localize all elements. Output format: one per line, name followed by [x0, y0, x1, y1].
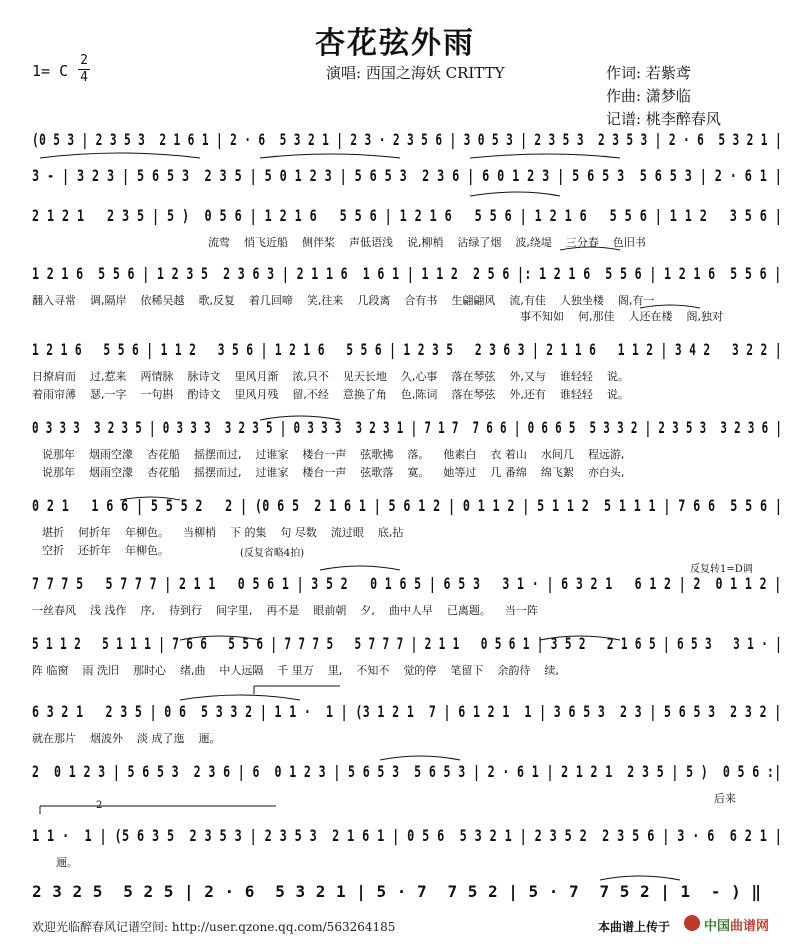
score-line-10: 6 3 2 1 2 3 5 | 0 6 5 3 3 2 | 1 1 · 1 | (3 1 2 1 7 | 6 1 2 1 1 | 3 6 5 3 2 3 | 5 6 5 3 2 3 2 |	[32, 702, 782, 721]
logo-main-text: 中国	[704, 919, 731, 934]
composer-credit: 作曲: 潇梦临	[606, 87, 691, 105]
logo-accent-text: 曲谱网	[730, 919, 770, 934]
score-line-13: 2 3 2 5 5 2 5 | 2 · 6 5 3 2 1 | 5 · 7 7 5 2 | 5 · 7 7 5 2 | 1 - ) ‖	[32, 882, 762, 901]
lyric-line-7: 说那年 烟雨空濛 杏花船 摇摆而过, 过谁家 楼台一声 弦歌落 寞。 她等过 几 番绵 绵飞絮 亦白头,	[42, 466, 625, 479]
score-line-12: 1 1 · 1 | (5 6 3 5 2 3 5 3 | 2 3 5 3 2 1 6 1 | 0 5 6 5 3 2 1 | 2 3 5 2 2 3 5 6 | 3 · 6 6 2 1 |	[32, 826, 783, 845]
score-line-11: 2 0 1 2 3 | 5 6 5 3 2 3 6 | 6 0 1 2 3 | 5 6 5 3 5 6 5 3 | 2 · 6 1 | 2 1 2 1 2 3 5 | 5 ) 0 5 6 :|	[32, 762, 782, 781]
volta-2-label: 2	[96, 800, 103, 811]
score-line-3: 2 1 2 1 2 3 5 | 5 ) 0 5 6 | 1 2 1 6 5 5 6 | 1 2 1 6 5 5 6 | 1 2 1 6 5 5 6 | 1 1 2 3 5 6 |	[32, 206, 783, 225]
score-line-4: 1 2 1 6 5 5 6 | 1 2 3 5 2 3 6 3 | 2 1 1 6 1 6 1 | 1 1 2 2 5 6 |: 1 2 1 6 5 5 6 | 1 2 1 6 5 5 6 |	[32, 264, 782, 283]
lyricist-credit: 作词: 若紫鸢	[606, 64, 691, 82]
score-line-9: 5 1 1 2 5 1 1 1 | 7 6 6 5 5 6 | 7 7 7 5 5 7 7 7 | 2 1 1 0 5 6 1 | 3 5 2 2 1 6 5 | 6 5 3 3 1 · |	[32, 634, 783, 653]
site-logo[interactable]	[684, 914, 778, 934]
repeat-skip-note: (反复省略4拍)	[240, 548, 305, 559]
logo-icon	[684, 915, 700, 931]
lyric-line-12: 就在那片 烟波外 淡 成了迤 逦。	[32, 732, 221, 745]
lyric-line-10: 一丝春风 浅 浅作 序, 待到行 间字里, 再不是 眼前朝 夕, 曲中人早 已离题。 当一阵	[32, 604, 538, 617]
lyric-line-8: 堪折 何折年 年柳色。 当柳梢 下 的集 句 尽数 流过眼 底,拈	[42, 526, 404, 539]
song-title: 杏花弦外雨	[315, 26, 475, 61]
upload-text: 本曲谱上传于	[598, 920, 671, 934]
singer-credit: 演唱: 西国之海妖 CRITTY	[326, 64, 505, 82]
transcriber-credit: 记谱: 桃李醉春风	[606, 110, 721, 128]
key-signature: 1= C	[32, 62, 69, 80]
score-line-1: (0 5 3 | 2 3 5 3 2 1 6 1 | 2 · 6 5 3 2 1 | 2 3 · 2 3 5 6 | 3 0 5 3 | 2 3 5 3 2 3 5 3 | 2 · 6 5 3 2 1 |	[32, 130, 783, 149]
score-line-2: 3 - | 3 2 3 | 5 6 5 3 2 3 5 | 5 0 1 2 3 | 5 6 5 3 2 3 6 | 6 0 1 2 3 | 5 6 5 3 5 6 5 3 | 2 · 6 1 |	[32, 166, 783, 185]
lyric-line-11: 阵 临窗 雨 洗旧 那时心 绪,曲 中人远隔 千 里万 里, 不知不 觉的停 笔留下 余韵待 续,	[32, 664, 559, 677]
lyric-line-14: 逦。	[56, 856, 78, 869]
lyric-line-5: 着雨帘薄 瑟,一字 一句斟 酌诗文 里风月残 留,不经 意换了角 色,陈词 落在琴弦 外,还有 谁轻轻 说。	[32, 388, 629, 401]
score-line-7: 0 2 1 1 6 6 | 5 5 5 2 2 | (0 6 5 2 1 6 1 | 5 6 1 2 | 0 1 1 2 | 5 1 1 2 5 1 1 1 | 7 6 6 5 5 6 |	[32, 496, 783, 515]
lyric-line-4: 日撩肩而 过,惹来 两情脉 脉诗文 里风月渐 浓,只不 见天长地 久,心事 落在琴弦 外,又与 谁轻轻 说。	[32, 370, 629, 383]
time-signature-bottom: 4	[80, 70, 88, 85]
score-line-5: 1 2 1 6 5 5 6 | 1 1 2 3 5 6 | 1 2 1 6 5 5 6 | 1 2 3 5 2 3 6 3 | 2 1 1 6 1 1 2 | 3 4 2 3 2 2 |	[32, 340, 782, 359]
score-line-6: 0 3 3 3 3 2 3 5 | 0 3 3 3 3 2 3 5 | 0 3 3 3 3 2 3 1 | 7 1 7 7 6 6 | 0 6 6 5 5 3 3 2 | 2 3 5 3 3 2 3 6 |	[32, 418, 783, 437]
lyric-line-2: 翻入寻常 调,隔岸 依稀吴越 歌,反复 着几回啼 笑,往来 几段离 合有书 生翩翩风 流,有佳 人独坐楼 阁,有一	[32, 294, 655, 307]
lyric-line-6: 说那年 烟雨空濛 杏花船 摇摆而过, 过谁家 楼台一声 弦歌拂 落。 他素白 衣 着山 水间几 程远游,	[42, 448, 625, 461]
time-signature-top: 2	[80, 53, 88, 68]
lyric-line-1: 流莺 悄飞近船 侧伴桨 声低语浅 说,柳梢 沾绿了烟 波,绕堤 三分春 色旧书	[208, 236, 646, 249]
score-line-8: 7 7 7 5 5 7 7 7 | 2 1 1 0 5 6 1 | 3 5 2 0 1 6 5 | 6 5 3 3 1 · | 6 3 2 1 6 1 2 | 2 0 1 1 2 |	[32, 574, 782, 593]
lyric-line-9: 空折 还折年 年柳色。	[42, 544, 169, 557]
repeat-key-change-note: 反复转1=D调	[690, 564, 753, 575]
lyric-line-13: 后来	[714, 792, 736, 805]
lyric-line-3: 事不知如 何,那佳 人还在楼 阁,独对	[520, 310, 723, 323]
footer-link-text: 欢迎光临醉春风记谱空间: http://user.qzone.qq.com/563264185	[32, 920, 396, 934]
